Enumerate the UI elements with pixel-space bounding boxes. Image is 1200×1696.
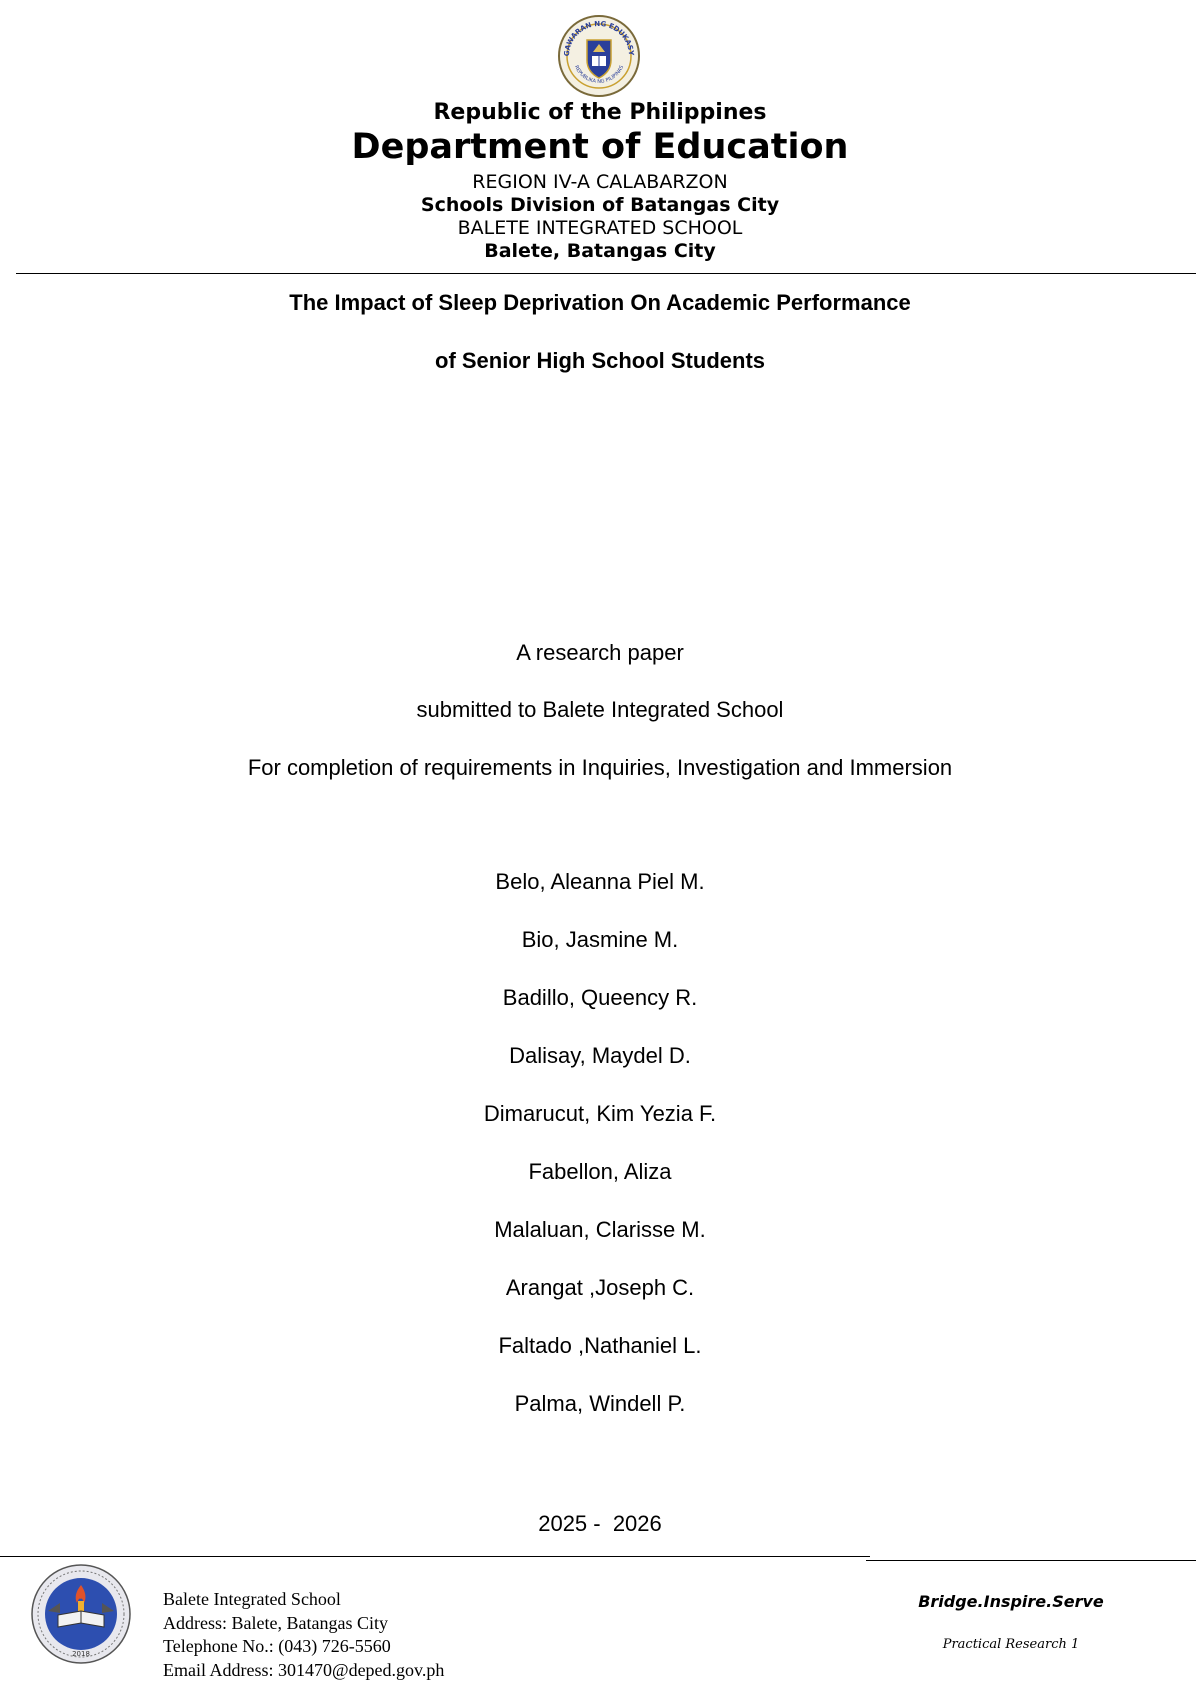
footer-school-name: Balete Integrated School [163, 1589, 341, 1609]
author-name: Dalisay, Maydel D. [509, 1043, 691, 1068]
footer-telephone: Telephone No.: (043) 726-5560 [163, 1636, 391, 1656]
header-divider [16, 273, 1196, 274]
seal-subtext: REPUBLIKA NG PILIPINAS [572, 64, 626, 85]
seal-text: GAWARAN NG EDUKASY [562, 19, 636, 57]
author-name: Malaluan, Clarisse M. [494, 1217, 706, 1242]
footer-divider-right [866, 1560, 1196, 1561]
submission-line-2: submitted to Balete Integrated School [416, 697, 784, 722]
paper-title-line-1: The Impact of Sleep Deprivation On Academic Performance [289, 290, 911, 315]
submission-line-3: For completion of requirements in Inquiries, Investigation and Immersion [247, 755, 953, 780]
footer-email: Email Address: 301470@deped.gov.ph [163, 1659, 445, 1680]
author-name: Badillo, Queency R. [502, 985, 698, 1010]
footer-address: Address: Balete, Batangas City [163, 1612, 388, 1633]
author-name: Arangat ,Joseph C. [505, 1275, 695, 1300]
author-name: Fabellon, Aliza [528, 1159, 672, 1184]
submission-line-1: A research paper [516, 640, 684, 665]
author-name: Bio, Jasmine M. [521, 927, 679, 952]
author-name: Dimarucut, Kim Yezia F. [483, 1101, 717, 1126]
author-name: Belo, Aleanna Piel M. [495, 869, 705, 894]
school-logo-icon [30, 1563, 132, 1665]
logo-year: 2018 [72, 1650, 90, 1658]
paper-title-line-2: of Senior High School Students [435, 348, 765, 373]
author-list [0, 868, 1200, 1448]
footer-contact [163, 1588, 444, 1682]
header-republic: Republic of the Philippines [433, 100, 767, 125]
author-name: Faltado ,Nathaniel L. [498, 1333, 702, 1358]
footer-motto: Bridge.Inspire.Serve [918, 1592, 1104, 1611]
header-division: Schools Division of Batangas City [420, 194, 780, 216]
footer-course: Practical Research 1 [942, 1637, 1080, 1652]
footer-divider-left [0, 1556, 870, 1557]
author-name: Palma, Windell P. [514, 1391, 686, 1416]
header-school: BALETE INTEGRATED SCHOOL [457, 217, 743, 239]
header-location: Balete, Batangas City [484, 240, 716, 262]
header-region: REGION IV-A CALABARZON [472, 171, 728, 193]
header-department: Department of Education [351, 127, 849, 167]
deped-seal-icon [557, 14, 641, 98]
school-year: 2025 - 2026 [538, 1511, 662, 1536]
